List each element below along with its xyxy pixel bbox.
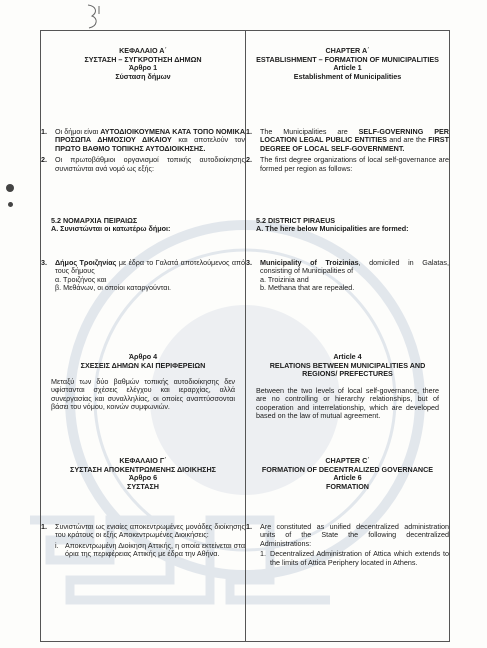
item-text — [260, 523, 449, 567]
article6-items — [41, 523, 245, 562]
list-item — [41, 523, 245, 559]
list-item — [41, 156, 245, 173]
sub-item: β. Μεθάνων, οι οποίοι καταργούνται. — [55, 283, 172, 293]
item-text — [55, 259, 245, 293]
bold-run: SELF-GOVERNING PER LOCATION LEGAL PUBLIC ENTITIES — [260, 127, 449, 145]
item-number: 3. — [246, 258, 252, 267]
section-subheading: A. The here below Municipalities are formed: — [256, 224, 409, 234]
chapter-label: ΚΕΦΑΛΑΙΟ Γ΄ — [119, 456, 167, 465]
sub-item-number: i. — [55, 540, 59, 550]
item-number: 1. — [41, 522, 47, 531]
list-item — [41, 128, 245, 153]
section-heading: 5.2 DISTRICT PIRAEUS — [256, 216, 336, 225]
bold-run: Municipality of Troizinias — [260, 258, 359, 267]
item-text — [55, 128, 245, 153]
article-number: Άρθρο 1 — [128, 63, 158, 73]
item-number: 2. — [41, 155, 47, 165]
bold-run: FIRST DEGREE OF LOCAL SELF-GOVERNMENT. — [260, 135, 449, 153]
article-number: Article 6 — [333, 473, 362, 483]
list-item — [246, 259, 449, 293]
sub-item-text: Αποκεντρωμένη Διοίκηση Αττικής, η οποία εκτείνεται στα όρια της περιφέρειας Αττικής με έδρα την Αθήνα. — [65, 540, 245, 559]
text-run: Are constituted as unified decentralized administration units of the State the following decentralized Administrations: — [260, 522, 449, 548]
chapter-label: CHAPTER A΄ — [325, 46, 370, 55]
sub-item: α. Τροιζήνος και — [55, 274, 107, 284]
section-heading: 5.2 ΝΟΜΑΡΧΙΑ ΠΕΙΡΑΙΩΣ — [51, 216, 138, 225]
margin-mark — [6, 184, 14, 192]
item-text: Οι πρωτοβάθμιοι οργανισμοί τοπικής αυτοδιοίκησης συνιστώνται ανά νομό ως εξής: — [55, 155, 245, 173]
chapter-title: ΣΥΣΤΑΣΗ ΑΠΟΚΕΝΤΡΩΜΕΝΗΣ ΔΙΟΙΚΗΣΗΣ — [70, 464, 216, 474]
item-number: 1. — [246, 522, 252, 531]
article-title: Establishment of Municipalities — [293, 71, 402, 81]
list-item — [246, 156, 449, 173]
item-number: 2. — [246, 155, 252, 165]
article4-heading — [41, 353, 245, 370]
text-run: Οι δήμοι είναι — [55, 127, 101, 136]
chapter-c-heading — [246, 457, 449, 491]
chapter-label: CHAPTER C΄ — [325, 456, 370, 465]
text-run: , domiciled in Galatas, consisting of Municipalities of — [260, 258, 449, 276]
bold-run: ΠΡΩΤΟ ΒΑΘΜΟ ΤΟΠΙΚΗΣ ΑΥΤΟΔΙΟΙΚΗΣΗΣ. — [55, 143, 206, 153]
text-run: και αποτελούν τον — [171, 135, 245, 145]
article-number: Άρθρο 4 — [128, 352, 158, 361]
article1-items — [246, 128, 449, 176]
item-text — [260, 128, 449, 153]
chapter-a-heading — [246, 47, 449, 81]
article-title: ΣΥΣΤΑΣΗ — [127, 481, 159, 491]
article4-text: Μεταξύ των δύο βαθμών τοπικής αυτοδιοίκησης δεν υφίστανται σχέσεις ελέγχου και ιεραρχίας, αλλά συνεργασίας και συναλληλίας, οι οποίες αναπτύσσονται βάσει του νόμου, κοινών συμφωνιών. — [51, 377, 235, 412]
item-number: 1. — [246, 127, 252, 136]
sub-item — [260, 550, 449, 567]
item-text — [260, 259, 449, 293]
sub-item: b. Methana that are repealed. — [260, 283, 355, 293]
sub-item — [55, 542, 245, 559]
list-item — [41, 259, 245, 293]
item-text — [55, 523, 245, 559]
sub-item-number: 1. — [260, 549, 266, 559]
pencil-annotation — [84, 2, 104, 30]
text-run: and are the — [386, 135, 429, 145]
list-item — [246, 128, 449, 153]
article-title: Σύσταση δήμων — [115, 71, 171, 81]
section-subheading: Α. Συνιστώνται οι κατωτέρω δήμοι: — [51, 224, 171, 234]
section-block — [246, 217, 449, 234]
section-block — [41, 217, 245, 234]
article3-items — [246, 259, 449, 296]
item-number: 1. — [41, 127, 47, 136]
text-run: The Municipalities are — [260, 127, 359, 136]
greek-column — [41, 31, 245, 641]
chapter-a-heading — [41, 47, 245, 81]
article-title: FORMATION — [326, 481, 369, 491]
article6-items — [246, 523, 449, 570]
bilingual-table — [40, 30, 450, 642]
sub-item: a. Troizinia and — [260, 274, 309, 284]
article4-heading — [246, 353, 449, 379]
item-text: The first degree organizations of local self-governance are formed per region as follows: — [260, 155, 449, 173]
article-number: Article 4 — [333, 352, 362, 361]
item-number: 3. — [41, 258, 47, 267]
bold-run: Δήμος Τροιζηνίας — [55, 258, 117, 267]
article3-items — [41, 259, 245, 296]
article-title: RELATIONS BETWEEN MUNICIPALITIES AND REGIONS/ PREFECTURES — [269, 360, 426, 379]
chapter-title: ΣΥΣΤΑΣΗ – ΣΥΓΚΡΟΤΗΣΗ ΔΗΜΩΝ — [84, 54, 202, 64]
article4-text: Between the two levels of local self-governance, there are no controlling or hierarchy relationships, but of cooperation and interrelationship, which are developed based on the law of mutual agreement. — [256, 386, 439, 421]
english-column — [245, 31, 449, 641]
article-title: ΣΧΕΣΕΙΣ ΔΗΜΩΝ ΚΑΙ ΠΕΡΙΦΕΡΕΙΩΝ — [80, 360, 206, 370]
margin-mark — [8, 202, 13, 207]
list-item — [246, 523, 449, 567]
article-number: Article 1 — [333, 63, 362, 73]
sub-item-text: Decentralized Administration of Attica which extends to the limits of Attica Periphery located in Athens. — [270, 549, 449, 567]
text-run: Συνιστώνται ως ενιαίες αποκεντρωμένες μονάδες διοίκησης του κράτους οι εξής Αποκεντρωμένες Διοικήσεις: — [55, 522, 245, 540]
article-number: Άρθρο 6 — [128, 473, 158, 483]
chapter-title: FORMATION OF DECENTRALIZED GOVERNANCE — [261, 464, 434, 474]
chapter-label: ΚΕΦΑΛΑΙΟ Α΄ — [119, 46, 167, 55]
chapter-title: ESTABLISHMENT – FORMATION OF MUNICIPALITIES — [256, 54, 439, 64]
chapter-c-heading — [41, 457, 245, 491]
text-run: με έδρα το Γαλατά αποτελούμενος από τους δήμους — [55, 258, 245, 276]
article1-items — [41, 128, 245, 176]
bold-run: ΑΥΤΟΔΙΟΙΚΟΥΜΕΝΑ ΚΑΤΑ ΤΟΠΟ ΝΟΜΙΚΑ ΠΡΟΣΩΠΑ ΔΗΜΟΣΙΟΥ ΔΙΚΑΙΟΥ — [55, 127, 246, 145]
